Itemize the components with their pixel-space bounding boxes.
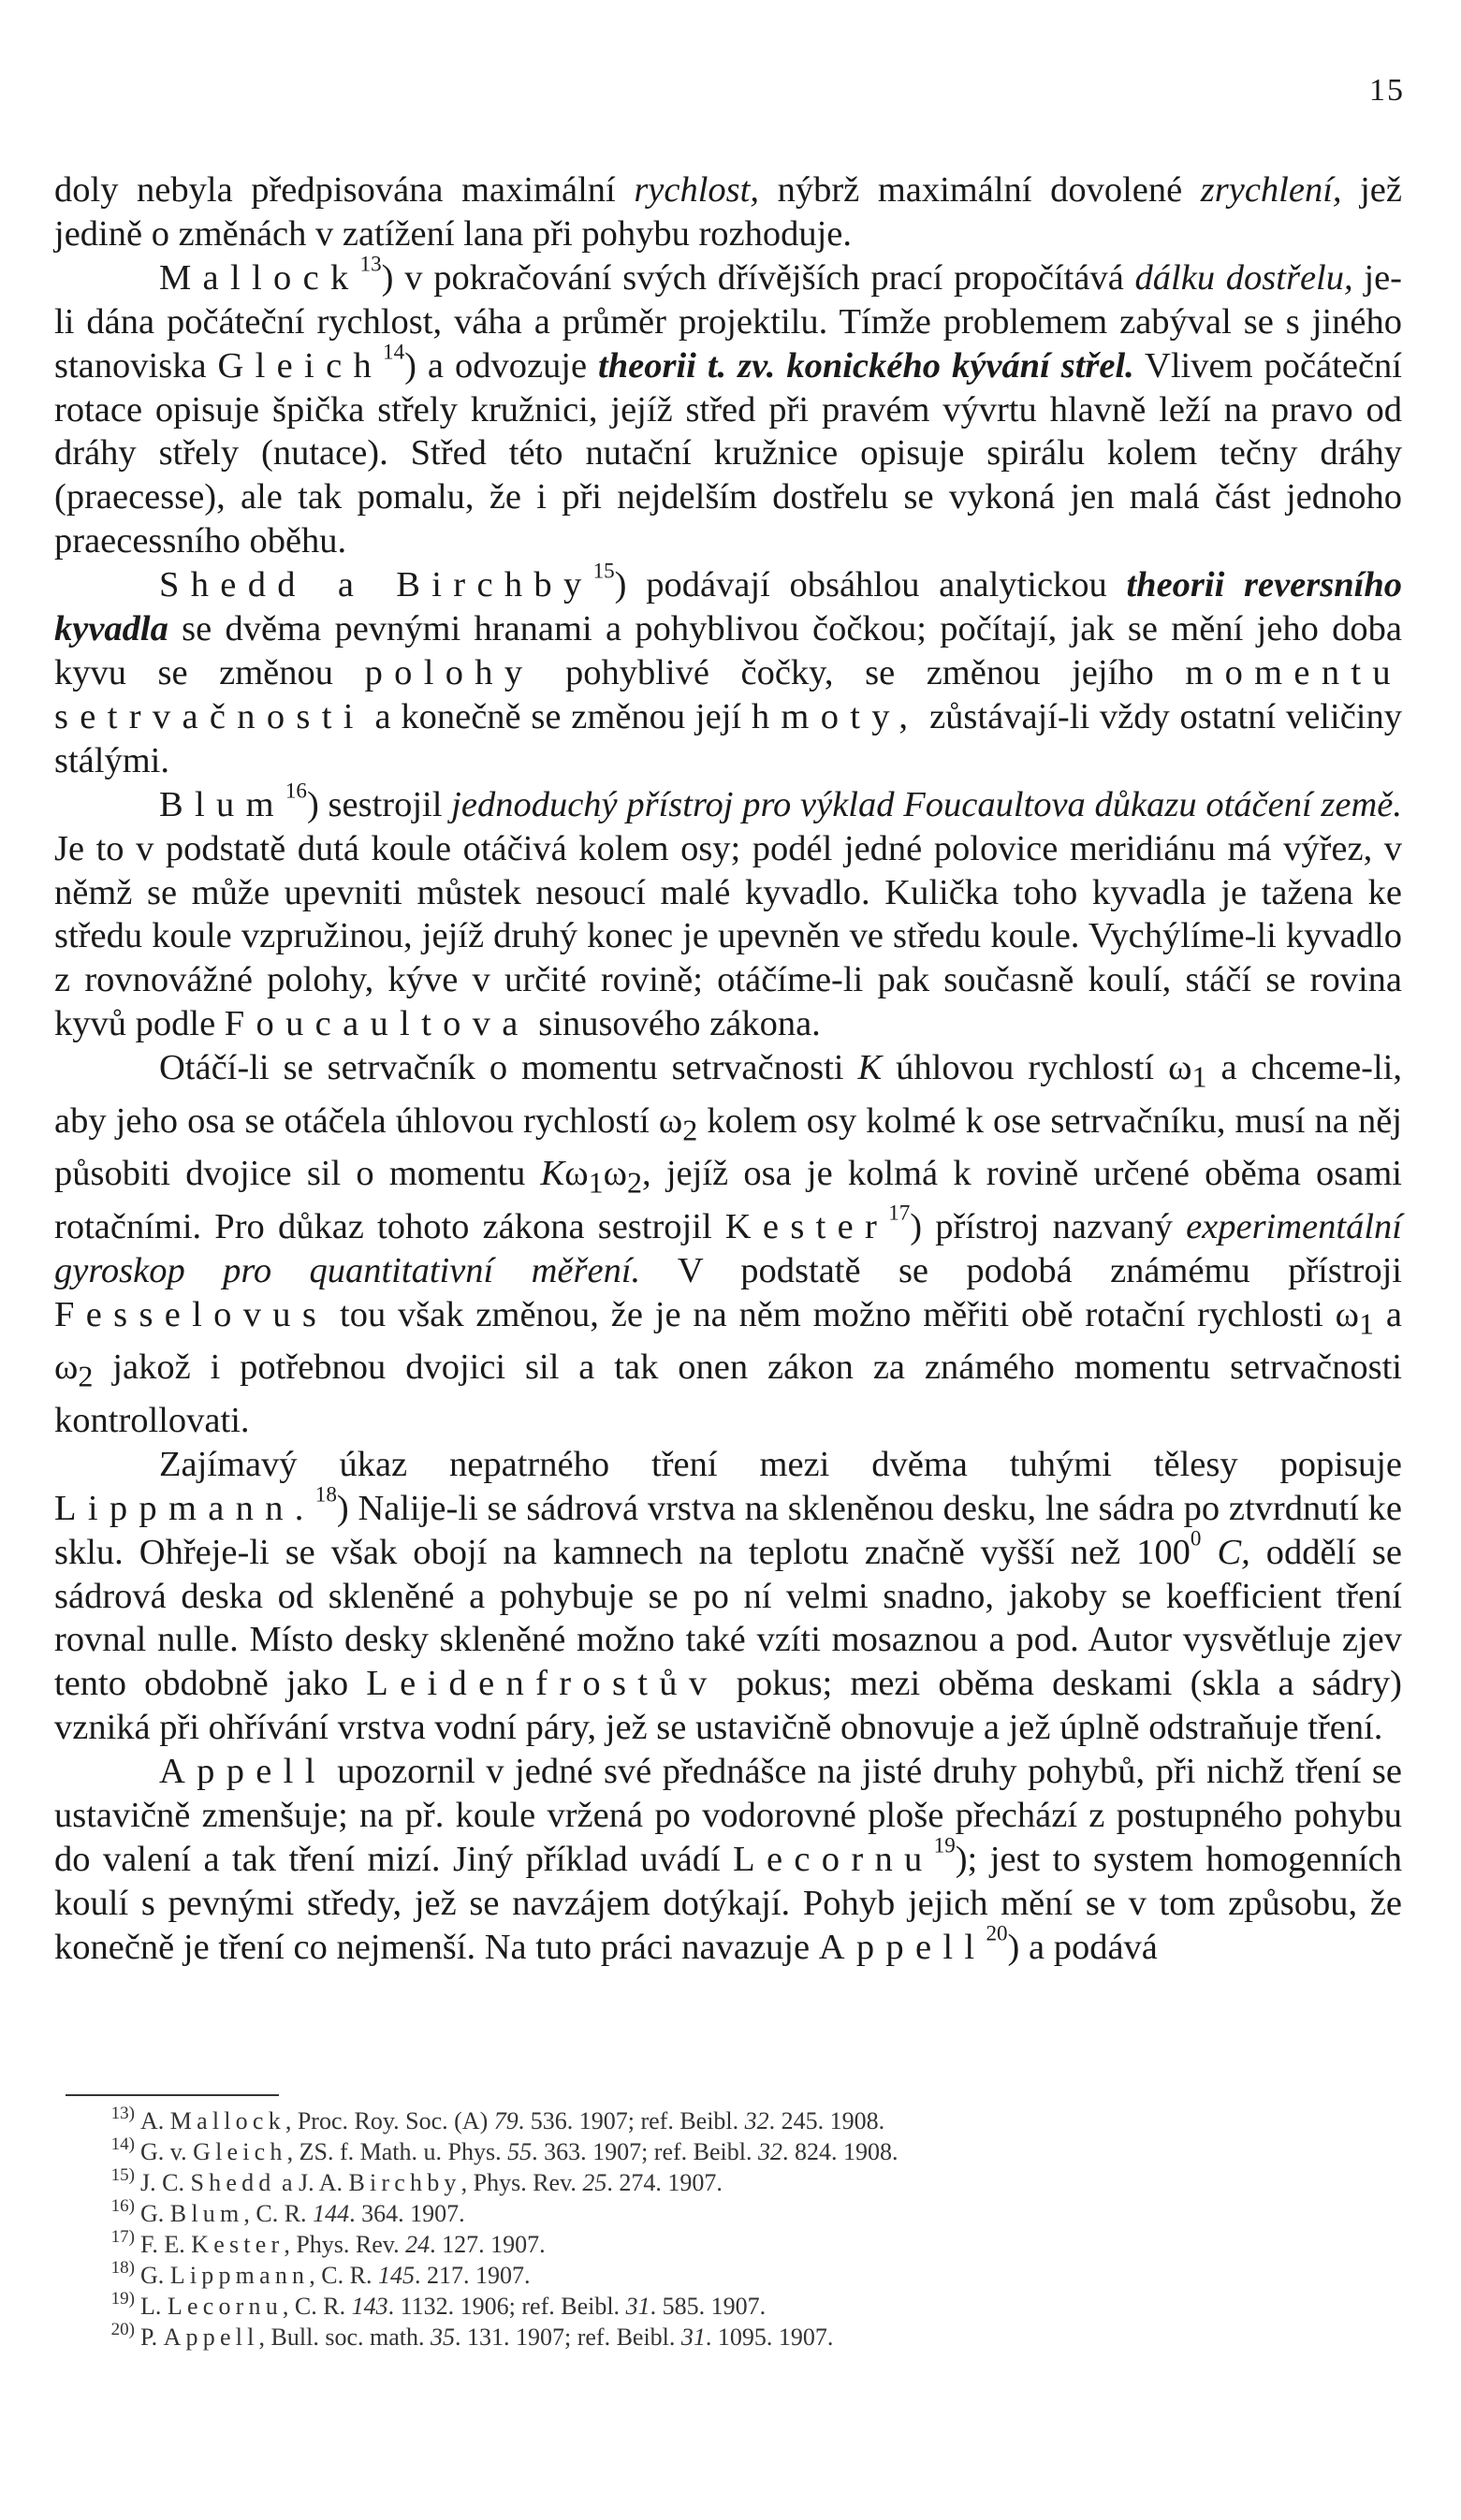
text-run: a chceme-li, aby jeho osa se otáčela úhlovou rychlostí ω (54, 1048, 1403, 1141)
footnote-number: 14) (110, 2134, 135, 2154)
subscript: 2 (682, 1113, 698, 1147)
footnote-number: 16) (110, 2196, 135, 2216)
text-run: pokus; mezi oběma deskami (skla a sádry) vzniká při ohřívání vrstva vodní páry, jež se ustavičně obnovuje a jež úplně odstraňuje tření. (54, 1664, 1403, 1748)
footnote-ref: 13 (359, 251, 382, 276)
text-run: Otáčí-li se setrvačník o momentu setrvačnosti (159, 1048, 858, 1088)
italic-text: 32 (758, 2138, 782, 2165)
text-run: G. (140, 2262, 170, 2289)
text-run: se dvěma pevnými hranami a pohyblivou čočkou; počítají, jak se mění jeho doba kyvu se změnou (54, 609, 1402, 692)
text-run: ) přístroj nazvaný (910, 1206, 1187, 1246)
text-run: a ω (54, 1294, 1402, 1388)
italic-text: rychlost, (634, 170, 759, 210)
subscript: 2 (78, 1360, 94, 1393)
text-run: G. v. (140, 2138, 194, 2165)
footnote-divider (66, 2094, 279, 2096)
italic-text: dálku dostřelu, (1134, 257, 1353, 298)
text-run: zůstávají-li vždy ostatní veličiny stálými. (54, 696, 1402, 780)
paragraph (54, 558, 1402, 783)
footnote (110, 2289, 1404, 2322)
italic-text: K (540, 1154, 565, 1194)
paragraph (54, 1443, 1402, 1750)
spaced-name: Leidenfrostův (366, 1664, 719, 1704)
italic-text: jednoduchý přístroj pro výklad Foucaultova důkazu otáčení země. (451, 784, 1402, 824)
paragraph (54, 168, 1402, 256)
paragraph (54, 1750, 1402, 1970)
italic-text: 31 (680, 2323, 706, 2351)
text-run: . 131. 1907; ref. Beibl. (454, 2323, 681, 2351)
text-run: G. (140, 2200, 170, 2227)
spaced-name: Lecornu (167, 2293, 283, 2320)
footnote-number: 15) (110, 2165, 135, 2185)
footnote-number: 20) (110, 2320, 135, 2339)
footnote (110, 2320, 1404, 2352)
text-run: . 824. 1908. (782, 2138, 899, 2165)
footnote (110, 2196, 1404, 2229)
spaced-name: Gleich (193, 2138, 287, 2165)
italic-text: 145 (377, 2262, 415, 2289)
body-text (54, 168, 1402, 1970)
spaced-name: Lippmann. (54, 1488, 315, 1528)
footnote (110, 2165, 1404, 2198)
text-run: Zajímavý úkaz nepatrného tření mezi dvěma tuhými tělesy popisuje (159, 1444, 1402, 1484)
spaced-name: Birchby (348, 2169, 461, 2196)
subscript: 1 (1359, 1306, 1375, 1341)
italic-text: 55 (507, 2138, 533, 2165)
spaced-name: Gleich (217, 345, 384, 386)
text-run: L. (140, 2293, 168, 2320)
text-run: jež jedině o změnách v zatížení lana při pohybu rozhoduje. (54, 170, 1402, 254)
footnote-number: 13) (110, 2104, 135, 2123)
italic-text: 79 (493, 2107, 519, 2134)
spaced-name: Appell (818, 1927, 986, 1967)
spaced-name: Lecornu (733, 1839, 934, 1879)
spaced-name: hmoty, (751, 696, 920, 736)
footnote-ref: 19 (933, 1832, 956, 1857)
text-run: , C. R. (243, 2200, 314, 2227)
italic-text: 32 (744, 2107, 769, 2134)
text-run: a J. A. (275, 2169, 349, 2196)
italic-text: zrychlení, (1200, 170, 1342, 210)
text-run: , Proc. Roy. Soc. (A) (285, 2107, 494, 2134)
text-run: upozornil v jedné své přednášce na jisté druhy pohybů, při nichž tření se ustavičně zmenšuje; na př. koule vržená po vodorovné ploše přechází z postupného pohybu do valení a tak tření mizí. Jiný příklad uvádí (54, 1752, 1402, 1879)
text-run: F. E. (140, 2231, 192, 2258)
italic-text: 31 (625, 2293, 650, 2320)
text-run: . 1095. 1907. (705, 2323, 834, 2351)
italic-text: 35 (430, 2323, 455, 2351)
spaced-name: Appell (163, 2323, 259, 2351)
text-run: . 217. 1907. (414, 2262, 531, 2289)
text-run: Je to v podstatě dutá koule otáčivá kolem osy; podél jedné polovice meridiánu má výřez, v němž se může upevniti můstek nesoucí malé kyvadlo. Kulička toho kyvadla je tažena ke středu koule vzpružinou, jejíž druhý konec je upevněn ve středu koule. Vychýlíme-li kyvadlo z rovnovážné polohy, kýve v určité rovině; otáčíme-li pak současně koulí, stáčí se rovina kyvů podle (54, 828, 1402, 1044)
footnote-ref: 0 (1190, 1525, 1202, 1550)
paragraph (54, 1046, 1402, 1443)
text-run: . 1132. 1906; ref. Beibl. (387, 2293, 626, 2320)
footnote-ref: 17 (888, 1200, 911, 1225)
text-run: , C. R. (282, 2293, 352, 2320)
paragraph (54, 778, 1402, 1046)
spaced-name: Fesselovus (54, 1294, 329, 1334)
text-run: ) a podává (1007, 1927, 1158, 1967)
text-run: sinusového zákona. (529, 1004, 821, 1044)
italic-text: K (857, 1048, 883, 1088)
text-run: ) v pokračování svých dřívějších prací propočítává (381, 257, 1135, 298)
text-run: P. (140, 2323, 164, 2351)
text-run: . 274. 1907. (606, 2169, 723, 2196)
spaced-name: Kester (191, 2231, 285, 2258)
text-run: pohyblivé čočky, se změnou jejího (533, 652, 1186, 692)
text-run: , Phys. Rev. (460, 2169, 583, 2196)
footnote-ref: 18 (314, 1481, 337, 1507)
text-run: , ZS. f. Math. u. Phys. (286, 2138, 508, 2165)
italic-text: 143 (351, 2293, 388, 2320)
footnote-ref: 20 (986, 1920, 1008, 1945)
italic-text: 25 (582, 2169, 607, 2196)
spaced-name: momentu setrvačnosti (54, 652, 1402, 736)
text-run (1201, 1533, 1217, 1572)
text-run: , C. R. (309, 2262, 378, 2289)
text-run: . 363. 1907; ref. Beibl. (532, 2138, 758, 2165)
footnote-ref: 16 (285, 778, 307, 803)
text-run: . 364. 1907. (349, 2200, 465, 2227)
text-run: ω (564, 1154, 589, 1194)
subscript: 1 (1191, 1059, 1207, 1094)
text-run: tou však změnou, že je na něm možno měřiti obě rotační rychlosti ω (328, 1294, 1360, 1334)
text-run: ) sestrojil (306, 784, 452, 824)
text-run: ) podávají obsáhlou analytickou (614, 565, 1127, 605)
footnote (110, 2258, 1404, 2291)
text-run: V podstatě se podobá známému přístroji (640, 1250, 1402, 1290)
footnote (110, 2134, 1404, 2167)
italic-text: C, (1217, 1532, 1250, 1572)
footnote-number: 19) (110, 2289, 135, 2309)
spaced-name: Foucaultova (224, 1004, 530, 1044)
spaced-name: Mallock (159, 257, 360, 298)
text-run: nýbrž maximální dovolené (759, 170, 1201, 210)
paragraph (54, 251, 1402, 563)
text-run: doly nebyla předpisována maximální (54, 170, 635, 210)
footnote (110, 2227, 1404, 2260)
text-run: a konečně se změnou její (364, 696, 752, 736)
text-run: jakož i potřebnou dvojici sil a tak onen zákon za známého momentu setrvačnosti kontrollovati. (54, 1347, 1402, 1440)
text-run: J. C. (140, 2169, 191, 2196)
spaced-name: Kester (724, 1206, 889, 1246)
spaced-name: Mallock (169, 2107, 285, 2134)
spaced-name: Appell (159, 1752, 327, 1792)
text-run: , Phys. Rev. (284, 2231, 406, 2258)
text-run: ) a odvozuje (404, 345, 599, 386)
text-run: . 245. 1908. (768, 2107, 885, 2134)
text-run: ); jest to system homogenních koulí s pevnými středy, jež se navzájem dotýkají. Pohyb jejich mění se v tom způsobu, že konečně je tření co nejmenší. Na tuto práci navazuje (54, 1839, 1402, 1967)
text-run: , jejíž osa je kolmá k rovině určené oběma osami rotačními. Pro důkaz tohoto zákona sestrojil (54, 1154, 1402, 1246)
spaced-name: Shedd (190, 2169, 276, 2196)
spaced-name: Blum (169, 2200, 244, 2227)
italic-text: 144 (313, 2200, 350, 2227)
subscript: 2 (626, 1166, 643, 1200)
text-run: . 536. 1907; ref. Beibl. (518, 2107, 745, 2134)
italic-text: experimentální gyroskop pro quantitativní měření. (54, 1206, 1402, 1290)
footnote-number: 18) (110, 2258, 135, 2278)
text-run: Vlivem počáteční rotace opisuje špička střely kružnici, jejíž střed při pravém vývrtu hlavně leží na pravo od dráhy střely (nutace). Střed této nutační kružnice opisuje spirálu kolem tečny dráhy (praecesse), ale tak pomalu, že i při nejdelším dostřelu se vykoná jen malá část jednoho praecessního oběhu. (54, 345, 1402, 561)
text-run: oddělí se sádrová deska od skleněné a pohybuje se po ní velmi snadno, jakoby se koefficient tření rovnal nulle. Místo desky skleněné možno také vzíti mosaznou a pod. Autor vysvětluje zjev tento obdobně jako (54, 1532, 1402, 1704)
footnote-ref: 15 (592, 558, 615, 583)
page-number: 15 (1369, 73, 1405, 108)
footnotes (110, 2104, 1404, 2352)
footnote-ref: 14 (383, 339, 405, 363)
bold-italic-text: theorii reversního kyvadla (54, 565, 1402, 649)
subscript: 1 (588, 1166, 604, 1200)
spaced-name: Blum (159, 784, 285, 824)
spaced-name: polohy (364, 652, 534, 692)
text-run: kolem osy kolmé k ose setrvačníku, musí na něj působiti dvojice sil o momentu (54, 1100, 1402, 1194)
text-run: je-li dána počáteční rychlost, váha a průměr projektilu. Tímže problemem zabýval se s jiného stanoviska (54, 257, 1402, 386)
bold-italic-text: theorii t. zv. konického kývání střel. (598, 345, 1134, 386)
italic-text: 24 (405, 2231, 431, 2258)
spaced-name: Shedd a Birchby (159, 565, 593, 605)
text-run: A. (140, 2107, 170, 2134)
text-run: , Bull. soc. math. (258, 2323, 431, 2351)
text-run: . 585. 1907. (650, 2293, 767, 2320)
footnote-number: 17) (110, 2227, 135, 2247)
text-run: ω (603, 1154, 627, 1194)
text-run: úhlovou rychlostí ω (882, 1048, 1192, 1088)
spaced-name: Lippmann (169, 2262, 310, 2289)
text-run: ) Nalije-li se sádrová vrstva na skleněnou desku, lne sádra po ztvrdnutí ke sklu. Ohřeje-li se však obojí na kamnech na teplotu značně vyšší než 100 (54, 1488, 1402, 1572)
footnote (110, 2104, 1404, 2136)
text-run: . 127. 1907. (430, 2231, 546, 2258)
